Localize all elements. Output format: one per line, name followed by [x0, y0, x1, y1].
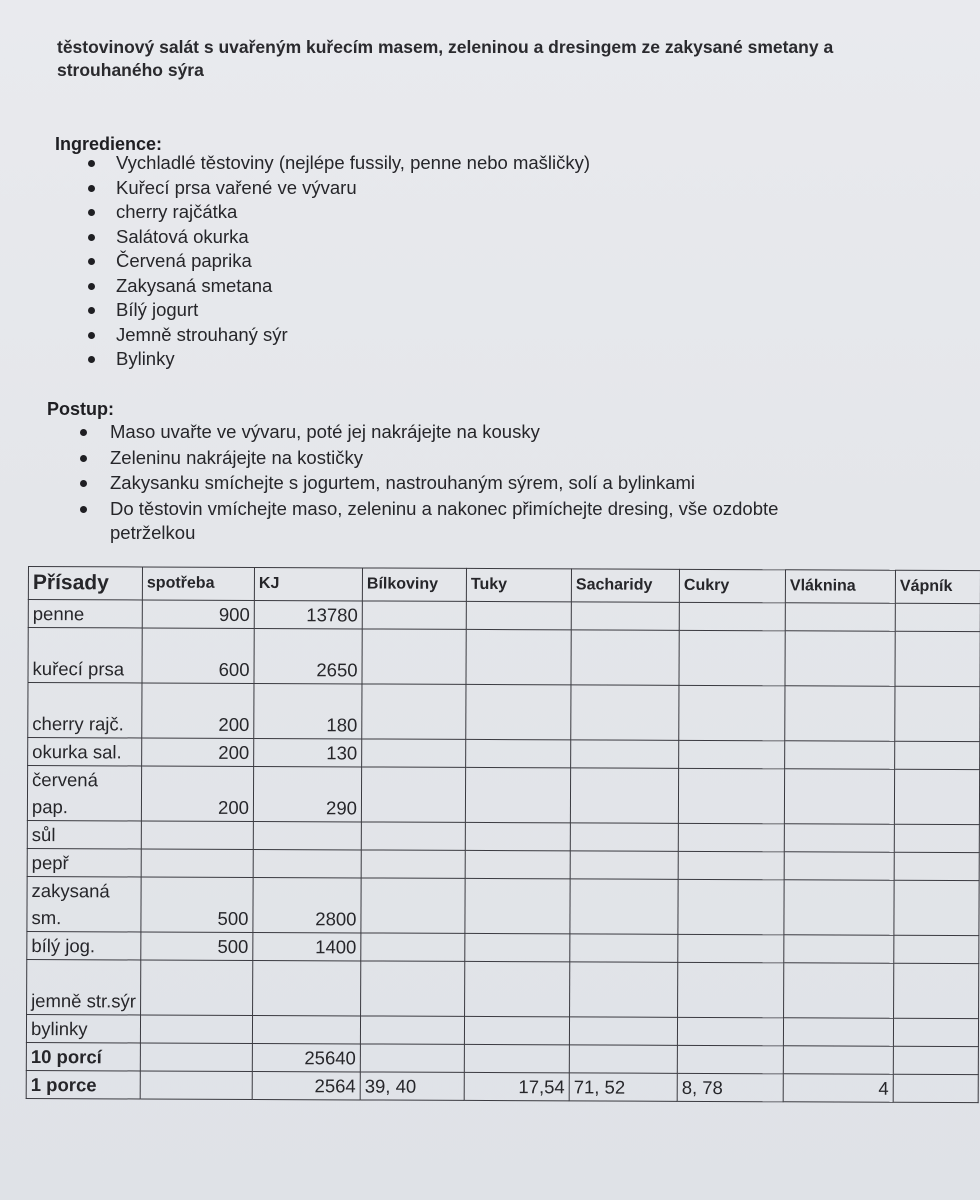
value-cell — [894, 769, 979, 824]
ingredient-text: Bylinky — [116, 348, 175, 369]
value-cell — [569, 1017, 677, 1045]
value-cell — [569, 1045, 677, 1073]
value-cell — [895, 741, 980, 769]
table-row — [26, 1042, 978, 1074]
value-cell: 2650 — [254, 628, 362, 683]
value-cell — [894, 852, 979, 880]
header-prisady: Přísady — [28, 567, 142, 600]
value-cell: 200 — [142, 738, 254, 766]
value-cell — [571, 740, 679, 768]
value-cell: 17,54 — [464, 1072, 569, 1100]
ingredient-cell: sůl — [27, 820, 141, 848]
ingredient-cell: 1 porce — [26, 1070, 140, 1098]
value-cell — [465, 933, 570, 961]
bullet-icon — [88, 258, 95, 265]
value-cell — [679, 602, 785, 630]
value-cell — [895, 686, 980, 741]
bullet-icon — [88, 356, 95, 363]
ingredient-text: Jemně strouhaný sýr — [116, 323, 288, 345]
value-cell — [678, 823, 784, 851]
step-text: Zeleninu nakrájejte na kostičky — [110, 446, 363, 468]
value-cell: 200 — [142, 683, 254, 738]
ingredient-cell: jemně str.sýr — [27, 959, 141, 1014]
bullet-icon — [88, 234, 95, 241]
ingredient-text: cherry rajčátka — [116, 201, 238, 222]
value-cell — [570, 768, 678, 823]
value-cell — [570, 851, 678, 879]
value-cell — [362, 684, 466, 739]
table-row — [27, 876, 979, 935]
table-row — [27, 820, 979, 852]
value-cell: 4 — [783, 1074, 893, 1102]
value-cell — [466, 601, 571, 629]
ingredient-item — [88, 249, 590, 274]
table-row — [26, 1070, 978, 1102]
step-item — [80, 446, 840, 471]
value-cell — [679, 740, 785, 768]
value-cell: 500 — [141, 932, 253, 960]
value-cell — [783, 1046, 893, 1074]
value-cell — [677, 1017, 783, 1045]
value-cell: 2800 — [253, 877, 361, 932]
recipe-title: těstovinový salát s uvařeným kuřecím masem, zeleninou a dresingem ze zakysané smetany a strouhaného sýra — [57, 37, 834, 80]
bullet-icon — [80, 480, 87, 487]
value-cell — [784, 824, 894, 852]
nutrition-table — [26, 566, 980, 1103]
value-cell — [362, 629, 466, 684]
bullet-icon — [88, 283, 95, 290]
ingredient-text: Vychladlé těstoviny (nejlépe fussily, penne nebo mašličky) — [116, 152, 591, 173]
value-cell — [465, 767, 570, 822]
value-cell — [785, 741, 895, 769]
ingredient-item — [88, 176, 590, 201]
value-cell: 900 — [142, 600, 254, 628]
value-cell — [141, 960, 253, 1015]
value-cell: 2564 — [252, 1071, 360, 1099]
value-cell — [361, 933, 465, 961]
ingredient-item — [88, 347, 590, 372]
value-cell — [362, 739, 466, 767]
step-text: Zakysanku smíchejte s jogurtem, nastrouhaným sýrem, solí a bylinkami — [110, 472, 696, 493]
ingredient-text: Červená paprika — [116, 250, 252, 271]
steps-list — [80, 420, 840, 547]
value-cell — [361, 961, 465, 1016]
header-spotreba: spotřeba — [142, 567, 254, 600]
value-cell — [783, 1018, 893, 1046]
value-cell — [253, 849, 361, 877]
ingredient-cell: pepř — [27, 848, 141, 876]
value-cell — [894, 824, 979, 852]
value-cell: 13780 — [254, 600, 362, 628]
value-cell: 200 — [141, 766, 253, 821]
value-cell — [678, 879, 784, 934]
header-vapnik: Vápník — [895, 570, 980, 603]
ingredient-text: Kuřecí prsa vařené ve vývaru — [116, 176, 357, 198]
step-text: Do těstovin vmíchejte maso, zeleninu a nakonec přimíchejte dresing, vše ozdobte petrželkou — [110, 497, 779, 543]
step-item — [80, 471, 840, 496]
table-row — [27, 931, 979, 963]
header-sacharidy: Sacharidy — [571, 569, 679, 602]
table-row — [28, 738, 980, 770]
value-cell — [571, 685, 679, 740]
table-row — [28, 683, 980, 742]
table-row — [27, 848, 979, 880]
value-cell — [677, 1045, 783, 1073]
value-cell — [464, 1044, 569, 1072]
bullet-icon — [88, 160, 95, 167]
table-row — [27, 959, 979, 1018]
value-cell: 600 — [142, 628, 254, 683]
nutrition-table-wrap — [26, 566, 980, 1118]
value-cell — [141, 849, 253, 877]
value-cell — [253, 960, 361, 1015]
ingredient-item — [88, 298, 590, 323]
value-cell: 1400 — [253, 932, 361, 960]
value-cell — [465, 878, 570, 933]
value-cell — [465, 961, 570, 1016]
value-cell — [253, 821, 361, 849]
step-item — [80, 420, 840, 445]
table-row — [27, 766, 979, 825]
value-cell: 25640 — [252, 1043, 360, 1071]
value-cell — [360, 1044, 464, 1072]
ingredient-cell: bylinky — [26, 1014, 140, 1042]
bullet-icon — [80, 506, 87, 513]
value-cell: 180 — [254, 683, 362, 738]
value-cell — [894, 880, 979, 935]
bullet-icon — [88, 185, 95, 192]
value-cell — [464, 1016, 569, 1044]
value-cell — [570, 823, 678, 851]
value-cell — [140, 1043, 252, 1071]
table-body — [26, 600, 980, 1103]
bullet-icon — [88, 332, 95, 339]
ingredient-text: Bílý jogurt — [116, 299, 199, 320]
ingredient-cell: zakysaná sm. — [27, 876, 141, 931]
ingredient-cell: cherry rajč. — [28, 683, 142, 738]
bullet-icon — [88, 307, 95, 314]
value-cell — [895, 631, 980, 686]
table-row — [28, 628, 980, 687]
value-cell — [361, 850, 465, 878]
table-row — [26, 1014, 978, 1046]
value-cell — [784, 963, 894, 1018]
ingredient-cell: okurka sal. — [28, 738, 142, 766]
ingredient-text: Zakysaná smetana — [116, 274, 273, 296]
value-cell — [894, 935, 979, 963]
bullet-icon — [80, 429, 87, 436]
ingredient-cell: červená pap. — [27, 766, 141, 821]
value-cell — [895, 603, 980, 631]
ingredient-item — [88, 225, 590, 250]
value-cell — [678, 768, 784, 823]
ingredient-cell: 10 porcí — [26, 1042, 140, 1070]
value-cell — [252, 1015, 360, 1043]
ingredients-list — [88, 151, 590, 372]
value-cell — [678, 851, 784, 879]
value-cell — [784, 935, 894, 963]
ingredients-heading: Ingredience: — [55, 134, 163, 154]
value-cell — [466, 629, 571, 684]
value-cell — [465, 822, 570, 850]
value-cell: 71, 52 — [569, 1073, 677, 1101]
value-cell — [893, 1018, 978, 1046]
value-cell — [141, 821, 253, 849]
value-cell — [679, 685, 785, 740]
value-cell — [466, 684, 571, 739]
table-row — [28, 600, 980, 632]
ingredient-item — [88, 323, 590, 348]
header-bilkoviny: Bílkoviny — [362, 568, 466, 601]
bullet-icon — [80, 455, 87, 462]
ingredient-cell: kuřecí prsa — [28, 628, 142, 683]
value-cell — [360, 1016, 464, 1044]
value-cell — [893, 1046, 978, 1074]
value-cell — [571, 630, 679, 685]
value-cell — [678, 934, 784, 962]
value-cell: 130 — [254, 738, 362, 766]
header-kj: KJ — [254, 567, 362, 600]
value-cell — [466, 739, 571, 767]
value-cell — [570, 879, 678, 934]
header-tuky: Tuky — [466, 568, 571, 601]
value-cell — [140, 1071, 252, 1099]
value-cell — [785, 631, 895, 686]
value-cell — [784, 852, 894, 880]
ingredient-item — [88, 151, 590, 176]
value-cell — [361, 822, 465, 850]
value-cell — [570, 934, 678, 962]
value-cell — [678, 962, 784, 1017]
ingredient-item — [88, 274, 590, 299]
ingredient-cell: bílý jog. — [27, 931, 141, 959]
value-cell — [570, 962, 678, 1017]
header-vlaknina: Vláknina — [785, 570, 895, 603]
value-cell: 8, 78 — [677, 1073, 783, 1101]
bullet-icon — [88, 209, 95, 216]
value-cell — [679, 630, 785, 685]
value-cell — [361, 767, 465, 822]
value-cell — [571, 602, 679, 630]
value-cell — [465, 850, 570, 878]
value-cell — [893, 1074, 978, 1102]
value-cell: 39, 40 — [360, 1072, 464, 1100]
ingredient-cell: penne — [28, 600, 142, 628]
value-cell: 500 — [141, 877, 253, 932]
ingredient-item — [88, 200, 590, 225]
value-cell — [785, 686, 895, 741]
steps-heading: Postup: — [47, 399, 114, 419]
value-cell — [785, 603, 895, 631]
value-cell — [362, 601, 466, 629]
value-cell — [784, 769, 894, 824]
value-cell — [140, 1015, 252, 1043]
value-cell — [894, 963, 979, 1018]
ingredient-text: Salátová okurka — [116, 225, 249, 247]
step-item — [80, 497, 840, 546]
value-cell: 290 — [253, 766, 361, 821]
header-cukry: Cukry — [679, 569, 785, 602]
value-cell — [784, 880, 894, 935]
step-text: Maso uvařte ve vývaru, poté jej nakrájejte na kousky — [110, 421, 540, 442]
value-cell — [361, 878, 465, 933]
table-header-row — [28, 567, 980, 604]
